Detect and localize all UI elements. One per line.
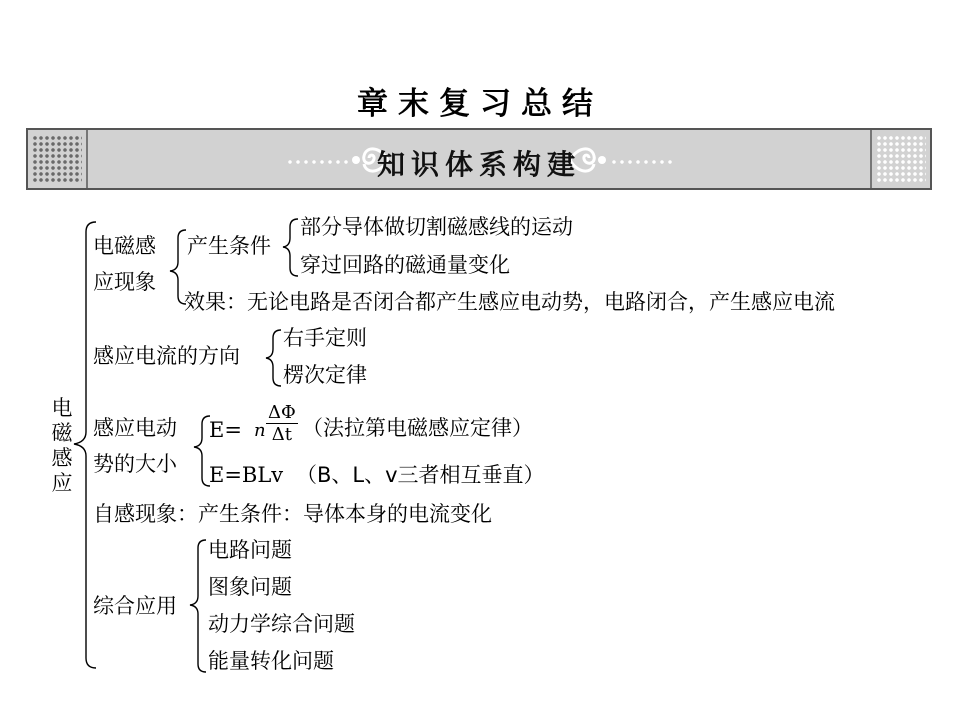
formula-faraday-n: n — [254, 420, 266, 441]
conditions-label: 产生条件 — [187, 234, 271, 258]
brace-emf — [194, 416, 210, 486]
formula-faraday-prefix: E= — [209, 418, 242, 442]
formula-faraday-note: （法拉第电磁感应定律） — [302, 416, 533, 440]
brace-conditions — [283, 219, 298, 276]
induction-label-line1: 电磁感 — [93, 234, 156, 258]
comprehensive-label: 综合应用 — [93, 594, 177, 618]
application-item: 电路问题 — [208, 538, 292, 562]
self-induction-text: 自感现象：产生条件：导体本身的电流变化 — [93, 502, 492, 526]
emf-label-line2: 势的大小 — [93, 452, 177, 476]
formula-motional-note: （B、L、v三者相互垂直） — [296, 463, 545, 487]
banner-title: 知识体系构建 — [376, 148, 581, 181]
root-topic: 电磁感应 — [51, 396, 73, 495]
application-item: 能量转化问题 — [208, 649, 334, 673]
direction-item: 右手定则 — [283, 326, 367, 350]
application-item: 图象问题 — [208, 575, 292, 599]
brace-comprehensive — [190, 540, 206, 672]
brace-direction — [266, 330, 281, 386]
formula-motional-emf: E=BLv — [209, 463, 284, 487]
effect-text: 效果：无论电路是否闭合都产生感应电动势，电路闭合，产生感应电流 — [184, 290, 835, 314]
fraction-denominator: Δt — [271, 424, 292, 445]
formula-faraday-fraction — [266, 402, 298, 445]
page-title: 章末复习总结 — [357, 86, 603, 122]
fraction-numerator: ΔΦ — [268, 402, 296, 423]
condition-item: 穿过回路的磁通量变化 — [300, 253, 510, 277]
condition-item: 部分导体做切割磁感线的运动 — [300, 215, 573, 239]
application-item: 动力学综合问题 — [208, 612, 355, 636]
direction-item: 楞次定律 — [283, 363, 367, 387]
direction-label: 感应电流的方向 — [93, 344, 240, 368]
induction-label-line2: 应现象 — [93, 270, 156, 294]
emf-label-line1: 感应电动 — [93, 416, 177, 440]
